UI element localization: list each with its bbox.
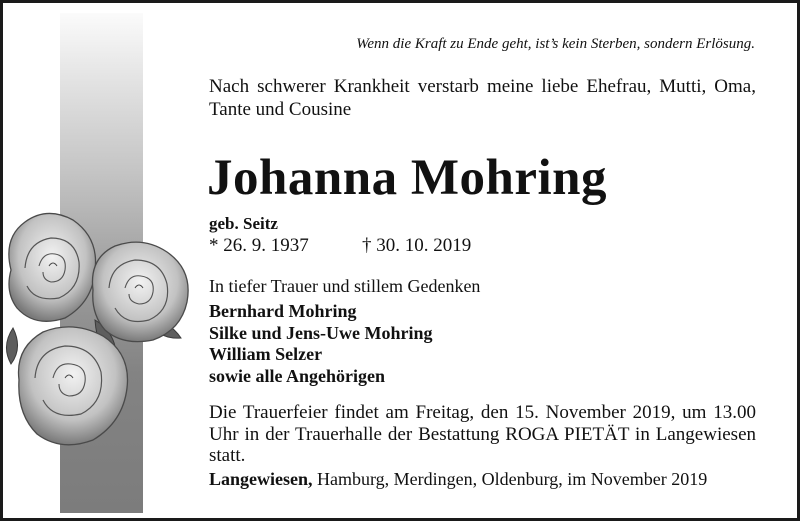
death-date: † 30. 10. 2019 xyxy=(362,235,472,256)
rose-flower xyxy=(19,327,128,445)
service-info: Die Trauerfeier findet am Freitag, den 15. November 2019, um 13.00 Uhr in der Trauerhalle der Bestattung ROGA PIETÄT in Langewiesen statt. xyxy=(209,402,756,466)
life-dates xyxy=(209,235,472,257)
rose-flower xyxy=(92,242,188,341)
motto-quote: Wenn die Kraft zu Ende geht, ist’s kein Sterben, sondern Erlösung. xyxy=(356,36,755,52)
mourning-line: In tiefer Trauer und stillem Gedenken xyxy=(209,276,481,296)
place-signoff xyxy=(209,469,707,490)
deceased-name: Johanna Mohring xyxy=(207,150,608,206)
roses-illustration xyxy=(3,208,203,458)
intro-text: Nach schwerer Krankheit verstarb meine liebe Ehefrau, Mutti, Oma, Tante und Cousine xyxy=(209,76,756,120)
place-main: Langewiesen, xyxy=(209,469,313,489)
maiden-name: geb. Seitz xyxy=(209,214,278,233)
mourner-name: Bernhard Mohring xyxy=(209,301,357,321)
place-others: Hamburg, Merdingen, Oldenburg, im November 2019 xyxy=(312,469,708,489)
mourners-list xyxy=(209,301,433,387)
mourner-name: William Selzer xyxy=(209,344,323,364)
birth-date: * 26. 9. 1937 xyxy=(209,235,309,256)
rose-flower xyxy=(9,213,96,321)
mourner-name: Silke und Jens-Uwe Mohring xyxy=(209,322,433,343)
mourner-name: sowie alle Angehörigen xyxy=(209,365,385,386)
